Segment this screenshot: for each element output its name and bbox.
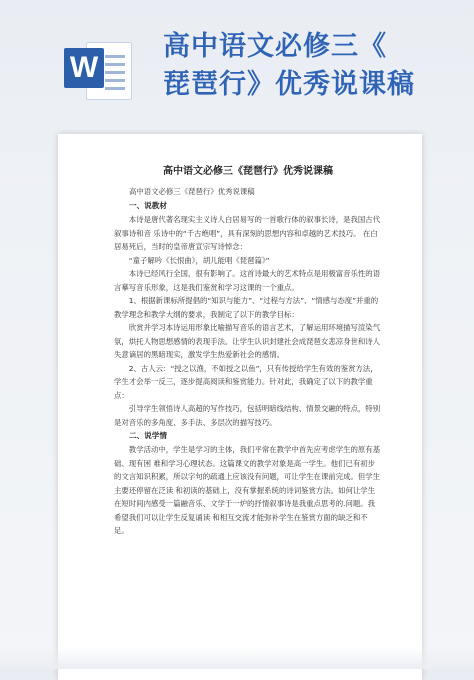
document-body xyxy=(114,162,382,538)
banner-title-line-2: 琵琶行》优秀说课稿 xyxy=(163,69,415,100)
document-subtitle: 高中语文必修三《琵琶行》优秀说课稿 xyxy=(129,187,255,196)
banner xyxy=(0,0,474,125)
document-page xyxy=(58,134,422,680)
bottom-fade xyxy=(0,647,474,669)
section-heading-students: 二、说学情 xyxy=(129,431,167,440)
word-icon-letter: W xyxy=(64,48,104,88)
paragraph: 1、根据新课标所提倡的“知识与能力”、“过程与方法”、“情感与态度”并重的教学理念和教学大纲的要求，我制定了以下的教学目标： xyxy=(114,296,379,319)
paragraph: 教学活动中，学生是学习的主体，我们平常在教学中首先应考虑学生的原有基础、现有困 难和学习心理状态。这篇课文的教学对象是高一学生。他们已有初步的文言知识积累，所以字句的疏通上应该没有问题，可让学生在课前完成。但学生主要还停留在泛读 和初读的基础上，没有掌握系统的诗词鉴赏方法。如何让学生在短时间内感受一篇融音乐、文学于一炉的抒情叙事诗是我重点思考的.问题。我希望我们可以让学生反复诵读 和相互交流才能弥补学生在鉴赏方面的缺乏和不足。 xyxy=(114,445,381,535)
paragraph: 欣赏并学习本诗运用形象比喻描写音乐的语言艺术，了解运用环境描写渲染气氛，烘托人物思想感情的表现手法。让学生认识封建社会成琵琶女悲凉身世和诗人失意谪居的黑暗现实，激发学生热爱新社会的感情。 xyxy=(114,323,381,359)
banner-title xyxy=(163,28,453,104)
paragraph: 本诗是唐代著名现实主义诗人白居易写的一首歌行体的叙事长诗，是我国古代叙事诗和音 乐诗中的“千古绝唱”，具有深刻的思想内容和卓越的艺术技巧。 在白居易死后，当时的皇帝唐宣宗写诗悼念： xyxy=(114,215,381,251)
quote-line: “童子解吟《长恨曲》，胡儿能唱《琵琶篇》” xyxy=(128,255,270,265)
banner-title-line-1: 高中语文必修三《 xyxy=(163,31,387,62)
paragraph: 2、古人云：“授之以渔，不如授之以鱼”，只有传授给学生有效的鉴赏方法，学生才会举一反三，逐步提高阅读和鉴赏能力。针对此，我确定了以下的教学重点： xyxy=(114,363,378,400)
section-heading-textbook: 一、说教材 xyxy=(129,201,167,210)
paragraph: 引导学生领悟诗人高超的写作技巧，包括明暗线结构、情景交融的特点，特别是对音乐的多角度、多手法、多层次的描写技巧。 xyxy=(114,404,381,427)
document-title: 高中语文必修三《琵琶行》优秀说课稿 xyxy=(163,166,333,177)
paragraph: 本诗已经风行全国，很有影响了。这首诗最大的艺术特点是用极富音乐性的语言摹写音乐形象，这是我们鉴赏和学习这课的一个重点。 xyxy=(114,269,381,292)
word-document-icon xyxy=(64,36,134,100)
